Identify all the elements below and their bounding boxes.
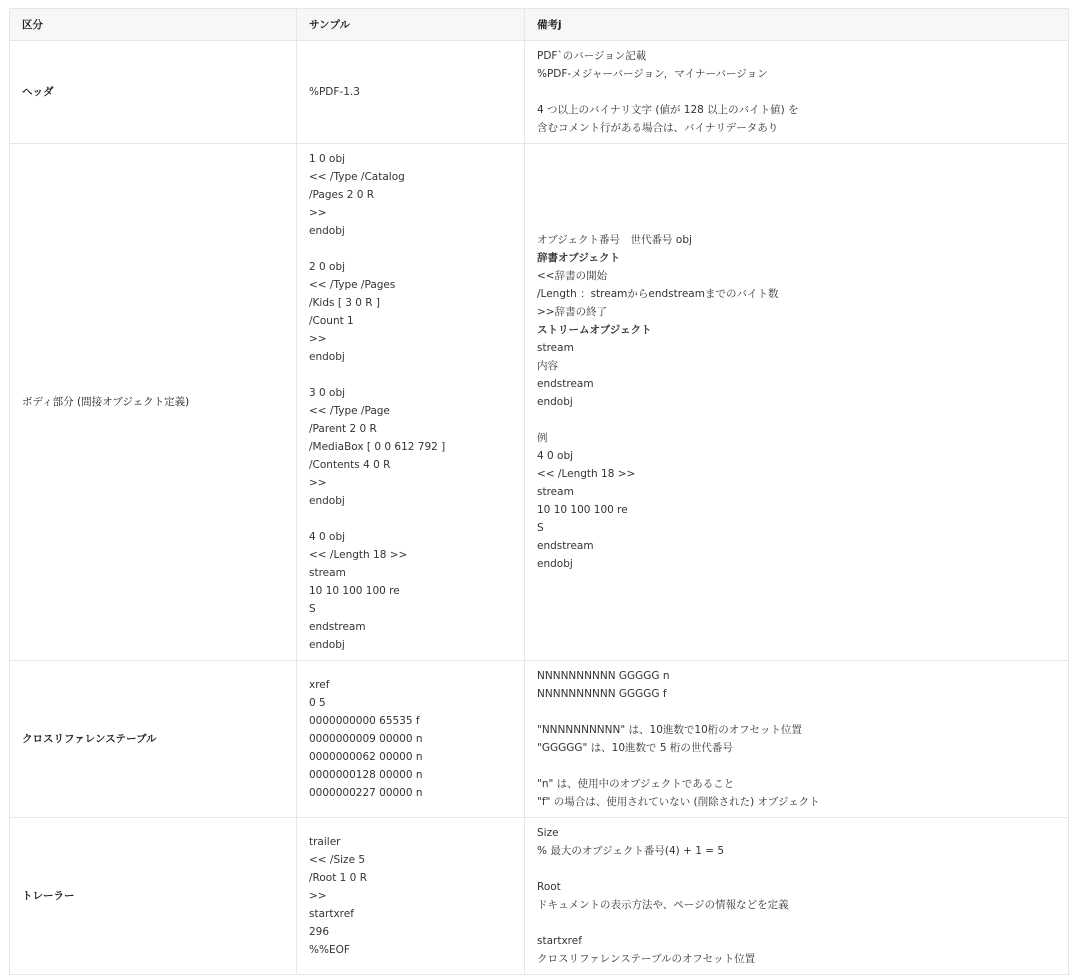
blank-line	[537, 411, 1056, 429]
text-line: NNNNNNNNNN GGGGG n	[537, 670, 670, 682]
table-row-header	[10, 41, 1069, 144]
text-line: xref	[309, 679, 330, 691]
text-line: >>	[309, 207, 327, 219]
text-line: %%EOF	[309, 944, 350, 956]
text-line: /Pages 2 0 R	[309, 189, 375, 201]
text-line: stream	[537, 342, 574, 354]
category-cell: クロスリファレンステーブル	[10, 661, 297, 818]
text-line: % 最大のオブジェクト番号(4) + 1 = 5	[537, 845, 725, 857]
text-line: endobj	[309, 225, 345, 237]
text-line: 1 0 obj	[309, 153, 346, 165]
note-cell	[525, 818, 1069, 975]
text-line: ドキュメントの表示方法や、ページの情報などを定義	[537, 899, 789, 911]
sample-cell	[297, 144, 525, 661]
text-line: S	[537, 522, 544, 534]
text-line: /Count 1	[309, 315, 354, 327]
text-line: /MediaBox [ 0 0 612 792 ]	[309, 441, 446, 453]
text-line: 0 5	[309, 697, 326, 709]
blank-line	[309, 240, 512, 258]
text-line: 4 つ以上のバイナリ文字 (値が 128 以上のバイト値) を	[537, 104, 799, 116]
table-header	[10, 9, 1069, 41]
text-line: "GGGGG" は、10進数で 5 桁の世代番号	[537, 742, 733, 754]
text-line: オブジェクト番号 世代番号 obj	[537, 234, 692, 246]
text-line: /Contents 4 0 R	[309, 459, 391, 471]
text-line: "f" の場合は、使用されていない (削除された) オブジェクト	[537, 796, 820, 808]
text-line: endobj	[537, 558, 573, 570]
category-cell: ボディ部分 (間接オブジェクト定義)	[10, 144, 297, 661]
text-line: /Length ：streamからendstreamまでのバイト数	[537, 288, 779, 300]
table-row-trailer	[10, 818, 1069, 975]
text-line: /Root 1 0 R	[309, 872, 367, 884]
text-line: << /Type /Catalog	[309, 171, 405, 183]
text-line: endstream	[537, 540, 594, 552]
note-cell	[525, 661, 1069, 818]
category-cell: ヘッダ	[10, 41, 297, 144]
text-line: endobj	[537, 396, 573, 408]
sample-cell	[297, 661, 525, 818]
text-line: endstream	[537, 378, 594, 390]
text-line: クロスリファレンステーブルのオフセット位置	[537, 953, 756, 965]
text-line: <<辞書の開始	[537, 270, 608, 282]
text-line: << /Length 18 >>	[309, 549, 408, 561]
text-line: S	[309, 603, 316, 615]
text-line: NNNNNNNNNN GGGGG f	[537, 688, 667, 700]
blank-line	[537, 757, 1056, 775]
text-line: /Parent 2 0 R	[309, 423, 377, 435]
text-line: 4 0 obj	[309, 531, 346, 543]
text-line: Root	[537, 881, 561, 893]
column-header-sample: サンプル	[297, 9, 525, 41]
column-header-category: 区分	[10, 9, 297, 41]
blank-line	[309, 510, 512, 528]
text-line: endobj	[309, 495, 345, 507]
table-row-body	[10, 144, 1069, 661]
text-line: 含むコメント行がある場合は、バイナリデータあり	[537, 122, 779, 134]
blank-line	[537, 83, 1056, 101]
note-cell	[525, 144, 1069, 661]
text-line: << /Length 18 >>	[537, 468, 636, 480]
text-line: trailer	[309, 836, 341, 848]
sample-cell	[297, 41, 525, 144]
pdf-structure-table	[9, 8, 1069, 975]
text-line: >>	[309, 477, 327, 489]
text-line: 2 0 obj	[309, 261, 346, 273]
blank-line	[537, 703, 1056, 721]
text-line: >>	[309, 333, 327, 345]
blank-line	[537, 860, 1056, 878]
note-cell	[525, 41, 1069, 144]
text-line: 0000000009 00000 n	[309, 733, 423, 745]
text-line: %PDF-1.3	[309, 86, 360, 98]
text-line: << /Type /Pages	[309, 279, 396, 291]
sample-cell	[297, 818, 525, 975]
text-line: /Kids [ 3 0 R ]	[309, 297, 381, 309]
text-line: 例	[537, 432, 548, 444]
text-line: %PDF-メジャーバージョン，マイナーバージョン	[537, 68, 768, 80]
blank-line	[309, 366, 512, 384]
header-row	[10, 9, 1069, 41]
text-line: 10 10 100 100 re	[309, 585, 400, 597]
text-line: >>	[309, 890, 327, 902]
blank-line	[537, 914, 1056, 932]
text-line: 0000000128 00000 n	[309, 769, 423, 781]
text-line: >>辞書の終了	[537, 306, 608, 318]
text-line: ストリームオブジェクト	[537, 324, 652, 336]
text-line: 3 0 obj	[309, 387, 346, 399]
table-body	[10, 41, 1069, 975]
text-line: << /Type /Page	[309, 405, 390, 417]
column-header-note: 備考j	[525, 9, 1069, 41]
text-line: "NNNNNNNNNN" は、10進数で10桁のオフセット位置	[537, 724, 802, 736]
text-line: 内容	[537, 360, 558, 372]
table-row-xref	[10, 661, 1069, 818]
text-line: endobj	[309, 351, 345, 363]
text-line: 0000000000 65535 f	[309, 715, 420, 727]
text-line: Size	[537, 827, 559, 839]
text-line: << /Size 5	[309, 854, 366, 866]
text-line: "n" は、使用中のオブジェクトであること	[537, 778, 735, 790]
text-line: 4 0 obj	[537, 450, 574, 462]
text-line: 296	[309, 926, 330, 938]
text-line: 0000000227 00000 n	[309, 787, 423, 799]
text-line: 辞書オブジェクト	[537, 252, 621, 264]
text-line: endobj	[309, 639, 345, 651]
text-line: 0000000062 00000 n	[309, 751, 423, 763]
text-line: startxref	[537, 935, 582, 947]
text-line: 10 10 100 100 re	[537, 504, 628, 516]
text-line: PDF`のバージョン記載	[537, 50, 647, 62]
category-cell: トレーラー	[10, 818, 297, 975]
text-line: endstream	[309, 621, 366, 633]
text-line: stream	[537, 486, 574, 498]
text-line: startxref	[309, 908, 354, 920]
text-line: stream	[309, 567, 346, 579]
